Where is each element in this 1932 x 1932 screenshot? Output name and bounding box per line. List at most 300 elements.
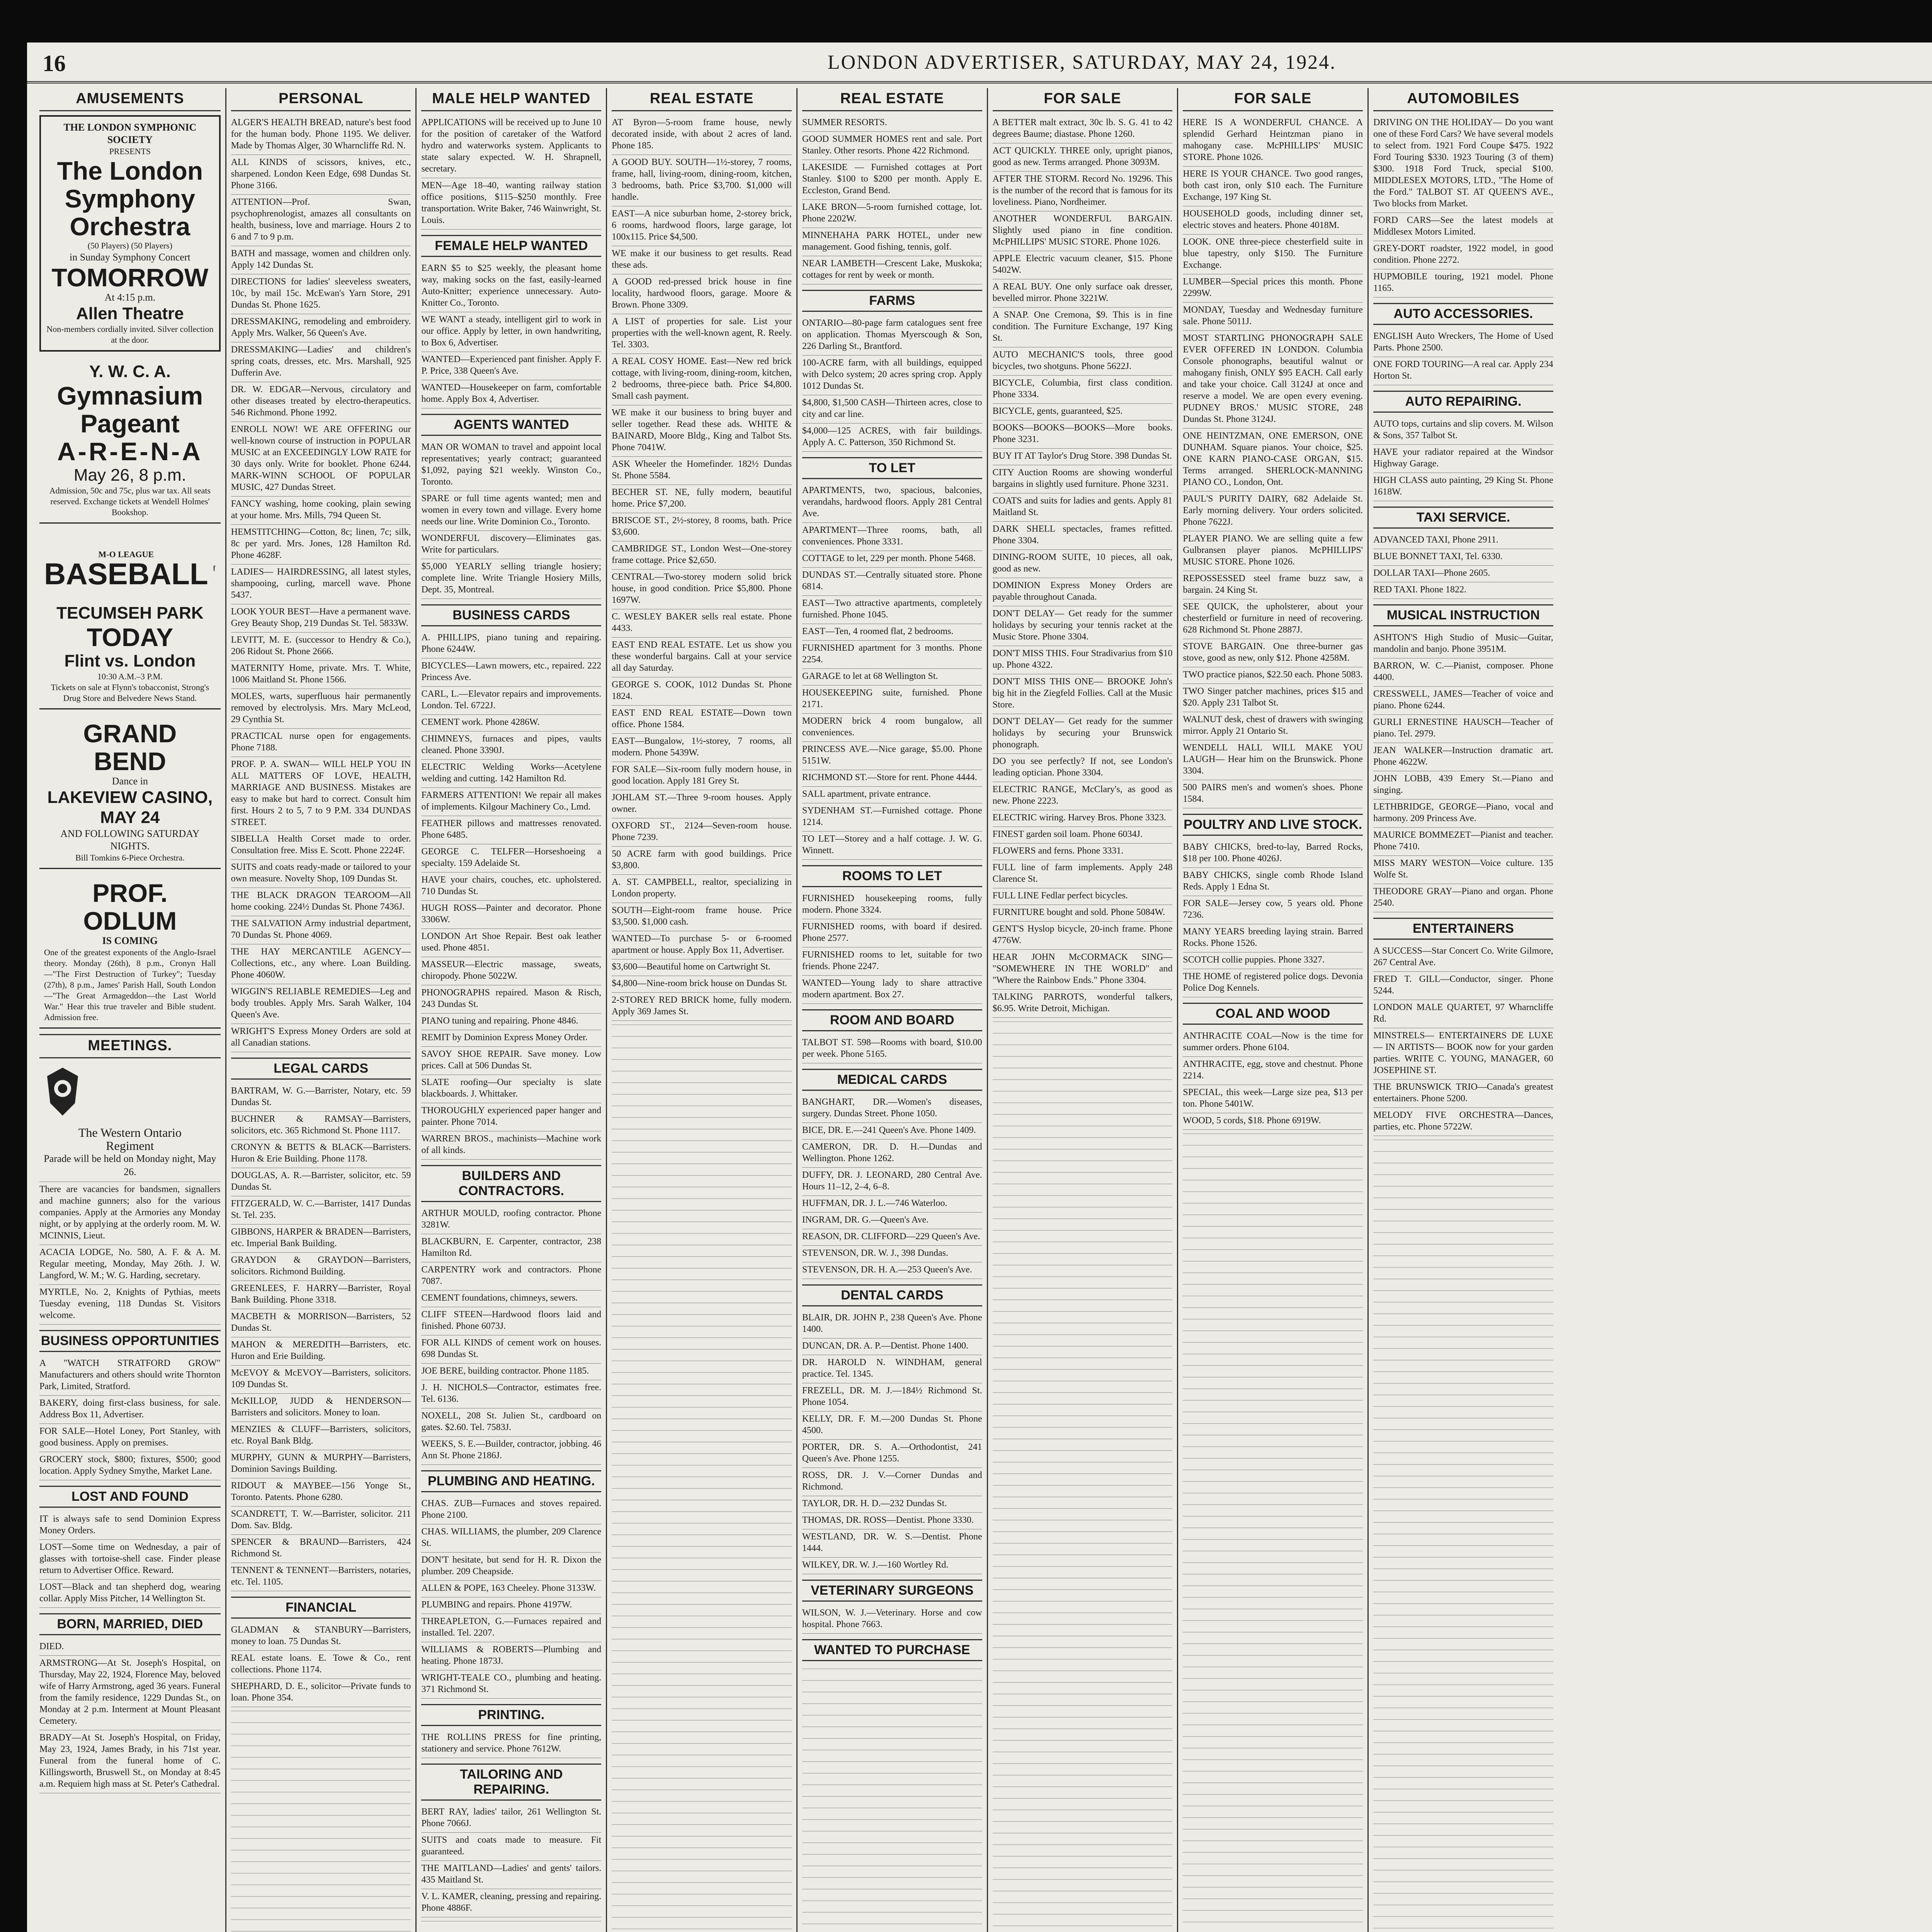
ad-line: AND FOLLOWING SATURDAY NIGHTS. (60, 828, 200, 852)
classified-ad: DUNDAS ST.—Centrally situated store. Phone 6814. (802, 568, 982, 596)
classified-ad: REMIT by Dominion Express Money Order. (421, 1030, 601, 1047)
classified-ad: JOHLAM ST.—Three 9-room houses. Apply owner. (612, 790, 792, 818)
column-amusements (35, 88, 225, 1932)
column-personal (225, 88, 416, 1932)
classified-ad: BICYCLE, Columbia, first class condition. Phone 3334. (993, 376, 1173, 404)
masthead (27, 43, 1932, 83)
classified-ad: MAN OR WOMAN to travel and appoint local representatives; yearly contract; guaranteed $1,092, paying $21 weekly. Winston Co., Toronto. (421, 440, 601, 491)
classified-ad: BLUE BONNET TAXI, Tel. 6330. (1373, 549, 1553, 566)
classified-ad: BUY IT AT Taylor's Drug Store. 398 Dundas St. (993, 449, 1173, 465)
classified-ad: PRINCESS AVE.—Nice garage, $5.00. Phone 5151W. (802, 742, 982, 770)
classified-ad: FORD CARS—See the latest models at Middlesex Motors Limited. (1373, 213, 1553, 241)
classified-ad: SPENCER & BRAUND—Barristers, 424 Richmond St. (231, 1535, 411, 1563)
classified-ad: WRIGHT-TEALE CO., plumbing and heating. 371 Richmond St. (421, 1670, 601, 1699)
classified-ad: SPARE or full time agents wanted; men and women in every town and village. Every home needs our line. Write Dominion Co., Toronto. (421, 491, 601, 531)
ad-line: M-O LEAGUE (98, 549, 154, 559)
classified-ad: LAKESIDE — Furnished cottages at Port Stanley. $100 to $200 per month. Apply E. Eccleston, Grand Bend. (802, 160, 982, 200)
body-text-filler (993, 1018, 1173, 1932)
classified-ad: $4,000—125 ACRES, with fair buildings. Apply A. C. Patterson, 350 Richmond St. (802, 423, 982, 452)
classified-ad: DUFFY, DR. J. LEONARD, 280 Central Ave. Hours 11–12, 2–4, 6–8. (802, 1168, 982, 1196)
ad-line: TECUMSEH PARK (56, 604, 204, 622)
classified-ad: FURNISHED rooms, with board if desired. Phone 2577. (802, 919, 982, 947)
classified-ad: There are vacancies for bandsmen, signallers and machine gunners; also for the various companies. Apply at the Armories any Monday night, or by applying at the orderly room. M. W. MCINNIS, Lieut. (39, 1182, 221, 1245)
section-header: AUTO ACCESSORIES. (1373, 303, 1553, 325)
ad-line: Bill Tomkins 6-Piece Orchestra. (75, 853, 185, 862)
classified-ad: WILKEY, DR. W. J.—160 Wortley Rd. (802, 1558, 982, 1574)
classified-ad: DO you see perfectly? If not, see London's leading optician. Phone 3304. (993, 754, 1173, 782)
classified-ad: DRESSMAKING—Ladies' and children's spring coats, dresses, etc. Mrs. Marshall, 925 Dufferin Ave. (231, 342, 411, 382)
classified-ad: SAVOY SHOE REPAIR. Save money. Low prices. Call at 506 Dundas St. (421, 1047, 601, 1075)
classified-ad: DUNCAN, DR. A. P.—Dentist. Phone 1400. (802, 1338, 982, 1355)
classified-ad: JEAN WALKER—Instruction dramatic art. Phone 4622W. (1373, 743, 1553, 771)
classified-ad: CENTRAL—Two-storey modern solid brick house, in good condition. Price $5,800. Phone 1697W. (612, 570, 792, 609)
column-header: REAL ESTATE (612, 88, 792, 111)
classified-ad: WESTLAND, DR. W. S.—Dentist. Phone 1444. (802, 1529, 982, 1558)
classified-ad: GREENLEES, F. HARRY—Barrister, Royal Bank Building. Phone 3318. (231, 1281, 411, 1309)
column-real-estate-2 (796, 88, 987, 1932)
classified-ad: DINING-ROOM SUITE, 10 pieces, all oak, good as new. (993, 550, 1173, 578)
classified-ad: FANCY washing, home cooking, plain sewing at your home. Mrs. Mills, 794 Queen St. (231, 497, 411, 525)
classified-ad: FOR SALE—Six-room fully modern house, in good location. Apply 181 Grey St. (612, 762, 792, 790)
classified-ad: HOUSEKEEPING suite, furnished. Phone 2171. (802, 685, 982, 714)
ad-list (39, 1512, 221, 1608)
classified-ad: MASSEUR—Electric massage, sweats, chiropody. Phone 5022W. (421, 957, 601, 985)
section-header: FINANCIAL (231, 1597, 411, 1619)
classified-ad: CHIMNEYS, furnaces and pipes, vaults cleaned. Phone 3390J. (421, 731, 601, 760)
column-header: FOR SALE (1183, 88, 1363, 111)
classified-ad: REASON, DR. CLIFFORD—229 Queen's Ave. (802, 1229, 982, 1246)
classified-ad: MINSTRELS— ENTERTAINERS DE LUXE— IN ARTISTS— BOOK now for your garden parties. WRITE C. YOUNG, MANAGER, 60 JOSEPHINE ST. (1373, 1028, 1553, 1080)
classified-ad: MISS MARY WESTON—Voice culture. 135 Wolfe St. (1373, 856, 1553, 884)
classified-ad: FARMERS ATTENTION! We repair all makes of implements. Kilgour Machinery Co., Lmd. (421, 788, 601, 816)
section-header: TO LET (802, 457, 982, 479)
ad-line: At 4:15 p.m. (104, 292, 156, 303)
classified-ad: A LIST of properties for sale. List your properties with the well-known agent, R. Reely. Tel. 3303. (612, 314, 792, 354)
classified-ad: WOOD, 5 cords, $18. Phone 6919W. (1183, 1113, 1363, 1130)
classified-ad: OXFORD ST., 2124—Seven-room house. Phone 7239. (612, 818, 792, 847)
classified-ad: BECHER ST. NE, fully modern, beautiful home. Price $7,200. (612, 485, 792, 513)
classified-ad: 500 PAIRS men's and women's shoes. Phone 1584. (1183, 780, 1363, 808)
classified-ad: PORTER, DR. S. A.—Orthodontist, 241 Queen's Ave. Phone 1255. (802, 1440, 982, 1468)
classified-ad: HEMSTITCHING—Cotton, 8c; linen, 7c; silk, 8c per yard. Mrs. Jones, 128 Hamilton Rd. Phone 4628F. (231, 525, 411, 565)
classified-ad: ALLEN & POPE, 163 Cheeley. Phone 3133W. (421, 1581, 601, 1597)
classified-ad: CARL, L.—Elevator repairs and improvements. London. Tel. 6722J. (421, 687, 601, 715)
classified-ad: FINEST garden soil loam. Phone 6034J. (993, 827, 1173, 844)
classified-ad: STEVENSON, DR. H. A.—253 Queen's Ave. (802, 1262, 982, 1279)
classified-ad: C. WESLEY BAKER sells real estate. Phone 4433. (612, 609, 792, 638)
classified-ad: BATH and massage, women and children only. Apply 142 Dundas St. (231, 246, 411, 274)
ad-line: THE LONDON SYMPHONIC (63, 122, 197, 133)
classified-ad: 50 ACRE farm with good buildings. Price $3,800. (612, 847, 792, 875)
classified-ad: THREAPLETON, G.—Furnaces repaired and installed. Tel. 2207. (421, 1614, 601, 1642)
ad-line: Flint vs. London (64, 651, 196, 670)
baseball-art (44, 534, 216, 603)
section-header: LEGAL CARDS (231, 1058, 411, 1080)
classified-ad: GOOD SUMMER HOMES rent and sale. Port Stanley. Other resorts. Phone 422 Richmond. (802, 132, 982, 160)
classified-ad: THE SALVATION Army industrial department, 70 Dundas St. Phone 4069. (231, 916, 411, 944)
classified-ad: SUMMER RESORTS. (802, 115, 982, 132)
classified-ad: APPLICATIONS will be received up to June 10 for the position of caretaker of the Watford hydro and waterworks system. Applicants to state salary expected. W. H. Shrapnell, secretary. (421, 115, 601, 178)
classified-ad: WANTED—Experienced pant finisher. Apply F. P. Price, 338 Queen's Ave. (421, 352, 601, 380)
classified-ad: CHAS. WILLIAMS, the plumber, 209 Clarence St. (421, 1524, 601, 1553)
section-header: ENTERTAINERS (1373, 918, 1553, 940)
classified-ad: TAYLOR, DR. H. D.—232 Dundas St. (802, 1496, 982, 1513)
classified-ad: MONDAY, Tuesday and Wednesday furniture sale. Phone 5011J. (1183, 303, 1363, 331)
classified-ad: FURNISHED apartment for 3 months. Phone 2254. (802, 641, 982, 669)
section-header: POULTRY AND LIVE STOCK. (1183, 814, 1363, 836)
classified-ad: DARK SHELL spectacles, frames refitted. Phone 3304. (993, 522, 1173, 550)
classified-ad: ELECTRIC RANGE, McClary's, as good as new. Phone 2223. (993, 782, 1173, 810)
classified-ad: GARAGE to let at 68 Wellington St. (802, 669, 982, 685)
classified-ad: A REAL COSY HOME. East—New red brick cottage, with living-room, dining-room, kitchen, 2 bedrooms, three-piece bath. Price $4,800. Small cash payment. (612, 354, 792, 405)
ad-list (39, 1182, 221, 1325)
classified-ad: MATERNITY Home, private. Mrs. T. White, 1006 Maitland St. Phone 1566. (231, 661, 411, 689)
classified-ad: BRISCOE ST., 2½-storey, 8 rooms, bath. Price $3,600. (612, 513, 792, 541)
classified-ad: PIANO tuning and repairing. Phone 4846. (421, 1014, 601, 1030)
classified-ad: DR. W. EDGAR—Nervous, circulatory and other diseases treated by electro-therapeutics. 546 Richmond. Phone 1992. (231, 382, 411, 422)
classified-ad: A. ST. CAMPBELL, realtor, specializing in London property. (612, 875, 792, 903)
regiment-notice (39, 1123, 221, 1182)
classified-ad: FLOWERS and ferns. Phone 3331. (993, 844, 1173, 860)
ad-line: TODAY (87, 623, 173, 651)
classified-ad: WE WANT a steady, intelligent girl to work in our office. Apply by letter, in own handwriting, to Box 6, Advertiser. (421, 312, 601, 352)
classified-ad: ONTARIO—80-page farm catalogues sent free on application. Thomas Myerscough & Son, 226 Darling St., Brantford. (802, 316, 982, 355)
classified-ad: SOUTH—Eight-room frame house. Price $3,500. $1,000 cash. (612, 903, 792, 931)
column-real-estate (606, 88, 796, 1932)
classified-ad: FOR ALL KINDS of cement work on houses. 698 Dundas St. (421, 1335, 601, 1364)
classified-ad: GIBBONS, HARPER & BRADEN—Barristers, etc. Imperial Bank Building. (231, 1225, 411, 1253)
classified-ad: ELECTRIC Welding Works—Acetylene welding and cutting. 142 Hamilton Rd. (421, 760, 601, 788)
classified-ad: A. PHILLIPS, piano tuning and repairing. Phone 6244W. (421, 630, 601, 658)
classified-ad: LOOK YOUR BEST—Have a permanent wave. Grey Beauty Shop, 219 Dundas St. Tel. 5833W. (231, 604, 411, 633)
ad-line: Y. W. C. A. (89, 362, 171, 381)
classified-ad: DOMINION Express Money Orders are payable throughout Canada. (993, 578, 1173, 606)
ad-line: PRESENTS (109, 146, 151, 156)
classified-ad: LUMBER—Special prices this month. Phone 2299W. (1183, 274, 1363, 303)
classified-ad: SHEPHARD, D. E., solicitor—Private funds to loan. Phone 354. (231, 1679, 411, 1707)
classified-ad: DRIVING ON THE HOLIDAY— Do you want one of these Ford Cars? We have several models to select from. 1921 Ford Coupe $475. 1922 Ford Touring $330. 1923 Touring (3 of them) $300. 1918 Ford Truck, special $100. MIDDLESEX MOTORS, LTD., "The Home of the Ford." TALBOT ST. AT QUEEN'S AVE., Two blocks from Market. (1373, 115, 1553, 213)
classified-ad: TALBOT ST. 598—Rooms with board, $10.00 per week. Phone 5165. (802, 1035, 982, 1063)
classified-ad: CAMERON, DR. D. H.—Dundas and Wellington. Phone 1262. (802, 1139, 982, 1168)
classified-ad: $4,800, $1,500 CASH—Thirteen acres, close to city and car line. (802, 395, 982, 423)
classified-ad: DIRECTIONS for ladies' sleeveless sweaters, 10c, by mail 15c. McEwan's Yarn Store, 291 Dundas St. Phone 1625. (231, 274, 411, 314)
classified-ad: ARMSTRONG—At St. Joseph's Hospital, on Thursday, May 22, 1924, Florence May, beloved wife of Harry Armstrong, aged 36 years. Funeral from the family residence, 1229 Dundas St., on Monday at 2 p.m. Interment at Mount Pleasant Cemetery. (39, 1656, 221, 1730)
classified-ad: MANY YEARS breeding laying strain. Barred Rocks. Phone 1526. (1183, 924, 1363, 952)
classified-ad: FRED T. GILL—Conductor, singer. Phone 5244. (1373, 972, 1553, 1000)
classified-ad: $4,800—Nine-room brick house on Dundas St. (612, 976, 792, 993)
classified-ad: LONDON Art Shoe Repair. Best oak leather used. Phone 4851. (421, 929, 601, 957)
regiment-line: Parade will be held on Monday night, May 26. (44, 1153, 216, 1177)
classified-ad: ALL KINDS of scissors, knives, etc., sharpened. London Keen Edge, 698 Dundas St. Phone 3166. (231, 155, 411, 195)
classified-ad: MACBETH & MORRISON—Barristers, 52 Dundas St. (231, 1309, 411, 1337)
classified-ad: EARN $5 to $25 weekly, the pleasant home way, making socks on the fast, easily-learned Auto-Knitter; experience unnecessary. Auto-Knitter Co., Toronto. (421, 261, 601, 312)
classified-ad: SCOTCH collie puppies. Phone 3327. (1183, 952, 1363, 969)
classified-ad: ASHTON'S High Studio of Music—Guitar, mandolin and banjo. Phone 3951M. (1373, 630, 1553, 658)
ad-line: Dance in (112, 776, 148, 787)
classified-ad: JOE BERE, building contractor. Phone 1185. (421, 1364, 601, 1380)
classified-ad: BERT RAY, ladies' tailor, 261 Wellington St. Phone 7066J. (421, 1804, 601, 1833)
ad-list (39, 1356, 221, 1480)
classified-ad: BOOKS—BOOKS—BOOKS—More books. Phone 3231. (993, 420, 1173, 449)
classified-ad: ACACIA LODGE, No. 580, A. F. & A. M. Regular meeting, Monday, May 26th. J. W. Langford, W. M.; W. G. Harding, secretary. (39, 1245, 221, 1285)
section-header: BUSINESS OPPORTUNITIES (39, 1330, 221, 1352)
newspaper-page (27, 43, 1932, 1932)
section-header: TAXI SERVICE. (1373, 507, 1553, 529)
ad-list (39, 1639, 221, 1793)
classified-ad: SCANDRETT, T. W.—Barrister, solicitor. 211 Dom. Sav. Bldg. (231, 1507, 411, 1535)
ad-line: May 26, 8 p.m. (73, 466, 186, 485)
ad-line: TOMORROW (51, 263, 209, 292)
classified-ad: ANTHRACITE COAL—Now is the time for summer orders. Phone 6104. (1183, 1029, 1363, 1057)
classified-ad: THE BRUNSWICK TRIO—Canada's greatest entertainers. Phone 5200. (1373, 1080, 1553, 1108)
classified-ad: DON'T MISS THIS ONE— BROOKE John's big hit in the Ziegfeld Follies. Call at the Music Store. (993, 674, 1173, 714)
classified-ad: LOST—Some time on Wednesday, a pair of glasses with tortoise-shell case. Finder please return to Advertiser Office. Reward. (39, 1540, 221, 1580)
body-text-filler (421, 1917, 601, 1932)
classified-ad: CRONYN & BETTS & BLACK—Barristers. Huron & Erie Building. Phone 1178. (231, 1140, 411, 1168)
section-header: ROOM AND BOARD (802, 1009, 982, 1031)
classified-ad: BAKERY, doing first-class business, for sale. Address Box 11, Advertiser. (39, 1396, 221, 1424)
classified-ad: ADVANCED TAXI, Phone 2911. (1373, 532, 1553, 549)
classified-ad: CAMBRIDGE ST., London West—One-storey frame cottage. Price $2,650. (612, 541, 792, 570)
classified-ad: WONDERFUL discovery—Eliminates gas. Write for particulars. (421, 531, 601, 559)
classified-ad: 2-STOREY RED BRICK home, fully modern. Apply 369 James St. (612, 993, 792, 1021)
section-header: COAL AND WOOD (1183, 1003, 1363, 1025)
classified-ad: MINNEHAHA PARK HOTEL, under new management. Good fishing, tennis, golf. (802, 228, 982, 256)
classified-ad: THE MAITLAND—Ladies' and gents' tailors. 435 Maitland St. (421, 1861, 601, 1889)
classified-ad: BICYCLE, gents, guaranteed, $25. (993, 404, 1173, 420)
column-help-wanted (415, 88, 606, 1932)
classified-ad: CARPENTRY work and contractors. Phone 7087. (421, 1262, 601, 1291)
classified-ad: SIBELLA Health Corset made to order. Consultation free. Miss E. Scott. Phone 2224F. (231, 832, 411, 860)
section-header: PLUMBING AND HEATING. (421, 1470, 601, 1492)
ad-line: A-R-E-N-A (57, 437, 203, 466)
classified-ad: $5,000 YEARLY selling triangle hosiery; complete line. Write Triangle Hosiery Mills, Dept. 35, Montreal. (421, 559, 601, 599)
section-header: BORN, MARRIED, DIED (39, 1613, 221, 1635)
classified-ad: LADIES— HAIRDRESSING, all latest styles, shampooing, curling, marcell wave. Phone 5437. (231, 565, 411, 604)
classified-ad: ALGER'S HEALTH BREAD, nature's best food for the human body. Phone 1195. We deliver. Made by Thomas Alger, 30 Wharncliffe Rd. N. (231, 115, 411, 155)
classified-ad: CEMENT foundations, chimneys, sewers. (421, 1291, 601, 1307)
classified-ad: WRIGHT'S Express Money Orders are sold at all Canadian stations. (231, 1024, 411, 1052)
classified-ad: FURNISHED rooms to let, suitable for two friends. Phone 2247. (802, 947, 982, 976)
classified-ad: LETHBRIDGE, GEORGE—Piano, vocal and harmony. 209 Princess Ave. (1373, 799, 1553, 828)
classified-ad: DRESSMAKING, remodeling and embroidery. Apply Mrs. Walker, 56 Queen's Ave. (231, 314, 411, 342)
body-text-filler (612, 1021, 792, 1932)
classified-ad: ENROLL NOW! WE ARE OFFERING our well-known course of instruction in POPULAR MUSIC at an EXCEEDINGLY LOW RATE for 30 days only. Write for booklet. Phone 6244. MARK-WINN SCHOOL OF POPULAR MUSIC, 427 Dundas Street. (231, 422, 411, 497)
section-header: MEDICAL CARDS (802, 1069, 982, 1091)
classified-ad: BRADY—At St. Joseph's Hospital, on Friday, May 23, 1924, James Brady, in his 71st year. Funeral from the funeral home of C. Killingsworth, Bruswell St., on Monday at 8:45 a.m. Requiem high mass at St. Peter's Cathedral. (39, 1730, 221, 1793)
classified-ad: AT Byron—5-room frame house, newly decorated inside, with about 2 acres of land. Phone 185. (612, 115, 792, 155)
ad-line: Allen Theatre (76, 304, 184, 323)
section-header: WANTED TO PURCHASE (802, 1639, 982, 1661)
regiment-crest-icon (39, 1065, 86, 1119)
classified-ad: EAST END REAL ESTATE. Let us show you these wonderful bargains. Call at your service all day Saturday. (612, 638, 792, 677)
classified-ad: WANTED—Housekeeper on farm, comfortable home. Apply Box 4, Advertiser. (421, 380, 601, 408)
classified-ad: WILSON, W. J.—Veterinary. Horse and cow hospital. Phone 7663. (802, 1605, 982, 1634)
classified-ad: EAST—A nice suburban home, 2-storey brick, 6 rooms, hardwood floors, large garage, lot 100x115. Price $4,500. (612, 206, 792, 246)
classified-ad: WENDELL HALL WILL MAKE YOU LAUGH— Hear him on the Brunswick. Phone 3304. (1183, 740, 1363, 780)
column-automobiles (1367, 88, 1558, 1932)
classified-ad: MOLES, warts, superfluous hair permanently removed by electrolysis. Mrs. Mary McLeod, 29 Cynthia St. (231, 689, 411, 729)
classified-ad: ARTHUR MOULD, roofing contractor. Phone 3281W. (421, 1206, 601, 1234)
classified-ad: LOST—Black and tan shepherd dog, wearing collar. Apply Miss Pitcher, 14 Wellington St. (39, 1580, 221, 1608)
grandbend-ad (39, 715, 221, 869)
classified-ad: FURNISHED housekeeping rooms, fully modern. Phone 3324. (802, 891, 982, 919)
classified-ad: HERE IS YOUR CHANCE. Two good ranges, both cast iron, only $10 each. The Furniture Exchange, 197 King St. (1183, 167, 1363, 206)
classified-ad: PAUL'S PURITY DAIRY, 682 Adelaide St. Early morning delivery. Your orders solicited. Phone 7622J. (1183, 492, 1363, 531)
classified-ad: AUTO tops, curtains and slip covers. M. Wilson & Sons, 357 Talbot St. (1373, 417, 1553, 445)
classified-ad: FREZELL, DR. M. J.—184½ Richmond St. Phone 1054. (802, 1383, 982, 1412)
classified-ad: GENT'S Hyslop bicycle, 20-inch frame. Phone 4776W. (993, 922, 1173, 950)
classified-ad: WANTED—To purchase 5- or 6-roomed apartment or house. Apply Box 11, Advertiser. (612, 931, 792, 959)
section-header: AGENTS WANTED (421, 414, 601, 436)
classified-ad: WILLIAMS & ROBERTS—Plumbing and heating. Phone 1873J. (421, 1642, 601, 1670)
classified-ad: HUFFMAN, DR. J. L.—746 Waterloo. (802, 1196, 982, 1213)
ad-line: Pageant (80, 409, 180, 438)
classified-ad: V. L. KAMER, cleaning, pressing and repairing. Phone 4886F. (421, 1889, 601, 1917)
classified-ad: FULL LINE Fedlar perfect bicycles. (993, 888, 1173, 905)
classified-ad: THE ROLLINS PRESS for fine printing, stationery and service. Phone 7612W. (421, 1730, 601, 1758)
classified-ad: DR. HAROLD N. WINDHAM, general practice. Tel. 1345. (802, 1355, 982, 1383)
classified-ad: FITZGERALD, W. C.—Barrister, 1417 Dundas St. Tel. 235. (231, 1196, 411, 1225)
classified-ad: DON'T DELAY— Get ready for the summer holidays by securing your Brunswick phonograph. (993, 714, 1173, 754)
classified-ad: WALNUT desk, chest of drawers with swinging mirror. Apply 21 Ontario St. (1183, 712, 1363, 740)
classified-ad: CITY Auction Rooms are showing wonderful bargains in slightly used furniture. Phone 3231. (993, 465, 1173, 493)
section-header: TAILORING AND REPAIRING. (421, 1764, 601, 1801)
ad-line: IS COMING (102, 935, 158, 946)
classified-ad: MODERN brick 4 room bungalow, all conveniences. (802, 714, 982, 742)
ad-line: Symphony (65, 184, 196, 213)
classified-ad: ROSS, DR. J. V.—Corner Dundas and Richmond. (802, 1468, 982, 1496)
classified-ad: SPECIAL, this week—Large size pea, $13 per ton. Phone 5401W. (1183, 1085, 1363, 1113)
classified-ad: MELODY FIVE ORCHESTRA—Dances, parties, etc. Phone 5722W. (1373, 1108, 1553, 1136)
classified-ad: A SNAP. One Cremona, $9. This is in fine condition. The Furniture Exchange, 197 King St. (993, 308, 1173, 347)
ad-line: 10:30 A.M.–3 P.M. (97, 672, 163, 681)
section-header: MEETINGS. (39, 1034, 221, 1058)
classified-ad: REPOSSESSED steel frame buzz saw, a bargain. 24 King St. (1183, 571, 1363, 599)
classified-ad: HUGH ROSS—Painter and decorator. Phone 3306W. (421, 901, 601, 929)
section-header: PRINTING. (421, 1704, 601, 1726)
classified-ad: BARTRAM, W. G.—Barrister, Notary, etc. 59 Dundas St. (231, 1083, 411, 1112)
classified-ad: BANGHART, DR.—Women's diseases, surgery. Dundas Street. Phone 1050. (802, 1095, 982, 1123)
classified-ad: EAST—Bungalow, 1½-storey, 7 rooms, all modern. Phone 5439W. (612, 734, 792, 762)
classified-ad: GROCERY stock, $800; fixtures, $500; good location. Apply Sydney Smythe, Market Lane. (39, 1452, 221, 1480)
section-header: LOST AND FOUND (39, 1486, 221, 1508)
classified-ad: HUPMOBILE touring, 1921 model. Phone 1165. (1373, 269, 1553, 298)
section-header: MUSICAL INSTRUCTION (1373, 604, 1553, 626)
classified-ad: THEODORE GRAY—Piano and organ. Phone 2540. (1373, 884, 1553, 912)
section-header: FARMS (802, 290, 982, 312)
classified-ad: HAVE your chairs, couches, etc. upholstered. 710 Dundas St. (421, 872, 601, 901)
ad-line: BASEBALL (44, 557, 208, 591)
classified-ad: BABY CHICKS, single comb Rhode Island Reds. Apply 1 Edna St. (1183, 868, 1363, 896)
classified-ad: A SUCCESS—Star Concert Co. Write Gilmore, 267 Central Ave. (1373, 944, 1553, 972)
classified-ad: INGRAM, DR. G.—Queen's Ave. (802, 1213, 982, 1229)
section-header: ROOMS TO LET (802, 865, 982, 887)
classified-ad: GREY-DORT roadster, 1922 model, in good condition. Phone 2272. (1373, 241, 1553, 269)
classified-ad: ONE FORD TOURING—A real car. Apply 234 Horton St. (1373, 357, 1553, 385)
classified-ad: SEE QUICK, the upholsterer, about your chesterfield or furniture in need of recovering. 628 Richmond St. Phone 2887J. (1183, 599, 1363, 639)
section-header: FEMALE HELP WANTED (421, 235, 601, 257)
page-number: 16 (43, 51, 66, 76)
classified-ad: GEORGE C. TELFER—Horseshoeing a specialty. 159 Adelaide St. (421, 844, 601, 872)
classified-ad: DON'T hesitate, but send for H. R. Dixon the plumber. 209 Cheapside. (421, 1553, 601, 1581)
section-header: BUSINESS CARDS (421, 604, 601, 626)
classified-ad: ONE HEINTZMAN, ONE EMERSON, ONE DUNHAM. Square pianos. Your choice, $25. ONE KARN PIANO-CASE ORGAN, $15. Terms arranged. SHERLOCK-MANNING PIANO CO., London, Ont. (1183, 429, 1363, 492)
paper-title: LONDON ADVERTISER, SATURDAY, MAY 24, 1924. (827, 51, 1337, 73)
classified-ad: THE HOME of registered police dogs. Devonia Police Dog Kennels. (1183, 969, 1363, 997)
classified-ad: MEN—Age 18–40, wanting railway station office positions, $115–$250 monthly. Free transportation. Write Baker, 746 Wainwright, St. Louis. (421, 178, 601, 230)
classified-ad: TWO Singer patcher machines, prices $15 and $20. Apply 231 Talbot St. (1183, 684, 1363, 712)
classified-ad: TENNENT & TENNENT—Barristers, notaries, etc. Tel. 1105. (231, 1563, 411, 1591)
body-text-filler (1373, 1136, 1553, 1932)
classified-ad: PRACTICAL nurse open for engagements. Phone 7188. (231, 729, 411, 757)
column-header: MALE HELP WANTED (421, 88, 601, 111)
classified-ad: ANTHRACITE, egg, stove and chestnut. Phone 2214. (1183, 1057, 1363, 1085)
classified-ad: SYDENHAM ST.—Furnished cottage. Phone 1214. (802, 803, 982, 832)
columns-grid (35, 88, 1932, 1932)
classified-ad: BLACKBURN, E. Carpenter, contractor, 238 Hamilton Rd. (421, 1234, 601, 1262)
classified-ad: ENGLISH Auto Wreckers, The Home of Used Parts. Phone 2500. (1373, 329, 1553, 357)
classified-ad: RED TAXI. Phone 1822. (1373, 582, 1553, 599)
classified-ad: DON'T MISS THIS. Four Stradivarius from $10 up. Phone 4322. (993, 646, 1173, 674)
section-header: BUILDERS AND CONTRACTORS. (421, 1165, 601, 1202)
classified-ad: FURNITURE bought and sold. Phone 5084W. (993, 905, 1173, 922)
classified-ad: HERE IS A WONDERFUL CHANCE. A splendid Gerhard Heintzman piano in mahogany case. McPHILLIPS' MUSIC STORE. Phone 1026. (1183, 115, 1363, 167)
classified-ad: WE make it our business to get results. Read these ads. (612, 246, 792, 274)
classified-ad: ATTENTION—Prof. Swan, psychophrenologist, amazes all consultants on health, business, love and marriage. Hours 2 to 6 and 7 to 9 p.m. (231, 195, 411, 246)
classified-ad: PROF. P. A. SWAN— WILL HELP YOU IN ALL MATTERS OF LOVE, HEALTH, MARRIAGE AND BUSINESS. Mistakes are easy to make but hard to correct. Consult him first. Hours 2 to 5, 7 to 9 P.M. 334 DUNDAS STREET. (231, 757, 411, 832)
classified-ad: BICE, DR. E.—241 Queen's Ave. Phone 1409. (802, 1123, 982, 1139)
classified-ad: ELECTRIC wiring. Harvey Bros. Phone 3323. (993, 810, 1173, 827)
classified-ad: SLATE roofing—Our specialty is slate blackboards. J. Whittaker. (421, 1075, 601, 1103)
classified-ad: 100-ACRE farm, with all buildings, equipped with Delco system; 20 acres spring crop. Apply 1012 Dundas St. (802, 355, 982, 395)
column-for-sale-2 (1177, 88, 1367, 1932)
classified-ad: APPLE Electric vacuum cleaner, $15. Phone 5402W. (993, 251, 1173, 279)
classified-ad: DIED. (39, 1639, 221, 1656)
classified-ad: HIGH CLASS auto painting, 29 King St. Phone 1618W. (1373, 473, 1553, 501)
classified-ad: IT is always safe to send Dominion Express Money Orders. (39, 1512, 221, 1540)
classified-ad: WEEKS, S. E.—Builder, contractor, jobbing. 46 Ann St. Phone 2186J. (421, 1437, 601, 1465)
classified-ad: CLIFF STEEN—Hardwood floors laid and finished. Phone 6073J. (421, 1307, 601, 1335)
classified-ad: RICHMOND ST.—Store for rent. Phone 4444. (802, 770, 982, 787)
classified-ad: COATS and suits for ladies and gents. Apply 81 Maitland St. (993, 493, 1173, 522)
classified-ad: FULL line of farm implements. Apply 248 Clarence St. (993, 860, 1173, 888)
classified-ad: McKILLOP, JUDD & HENDERSON—Barristers and solicitors. Money to loan. (231, 1394, 411, 1422)
ad-line: in Sunday Symphony Concert (70, 252, 190, 263)
classified-ad: EAST—Ten, 4 roomed flat, 2 bedrooms. (802, 624, 982, 641)
classified-ad: A GOOD red-pressed brick house in fine locality, hardwood floors, garage. Moore & Brown. Phone 3309. (612, 274, 792, 314)
ad-line: Gymnasium (57, 381, 203, 410)
classified-ad: J. H. NICHOLS—Contractor, estimates free. Tel. 6136. (421, 1380, 601, 1408)
regiment-line: The Western Ontario (78, 1126, 182, 1139)
classified-ad: WANTED—Young lady to share attractive modern apartment. Box 27. (802, 976, 982, 1004)
classified-ad: SALL apartment, private entrance. (802, 787, 982, 803)
classified-ad: MURPHY, GUNN & MURPHY—Barristers, Dominion Savings Building. (231, 1450, 411, 1478)
classified-ad: NOXELL, 208 St. Julien St., cardboard on gates. $2.60. Tel. 7583J. (421, 1408, 601, 1437)
classified-ad: SUITS and coats ready-made or tailored to your own measure. Novelty Shop, 109 Dundas St. (231, 860, 411, 888)
classified-ad: GLADMAN & STANBURY—Barristers, money to loan. 75 Dundas St. (231, 1622, 411, 1651)
column-header: REAL ESTATE (802, 88, 982, 111)
classified-ad: FOR SALE—Jersey cow, 5 years old. Phone 7236. (1183, 896, 1363, 924)
classified-ad: DOLLAR TAXI—Phone 2605. (1373, 566, 1553, 582)
classified-ad: PLAYER PIANO. We are selling quite a few Gulbransen player pianos. McPHILLIPS' MUSIC STORE. Phone 1026. (1183, 531, 1363, 571)
classified-ad: APARTMENT—Three rooms, bath, all conveniences. Phone 3331. (802, 523, 982, 551)
column-header: PERSONAL (231, 88, 411, 111)
body-text-filler (231, 1707, 411, 1932)
classified-ad: WARREN BROS., machinists—Machine work of all kinds. (421, 1131, 601, 1160)
classified-ad: NEAR LAMBETH—Crescent Lake, Muskoka; cottages for rent by week or month. (802, 256, 982, 284)
column-for-sale (987, 88, 1177, 1932)
